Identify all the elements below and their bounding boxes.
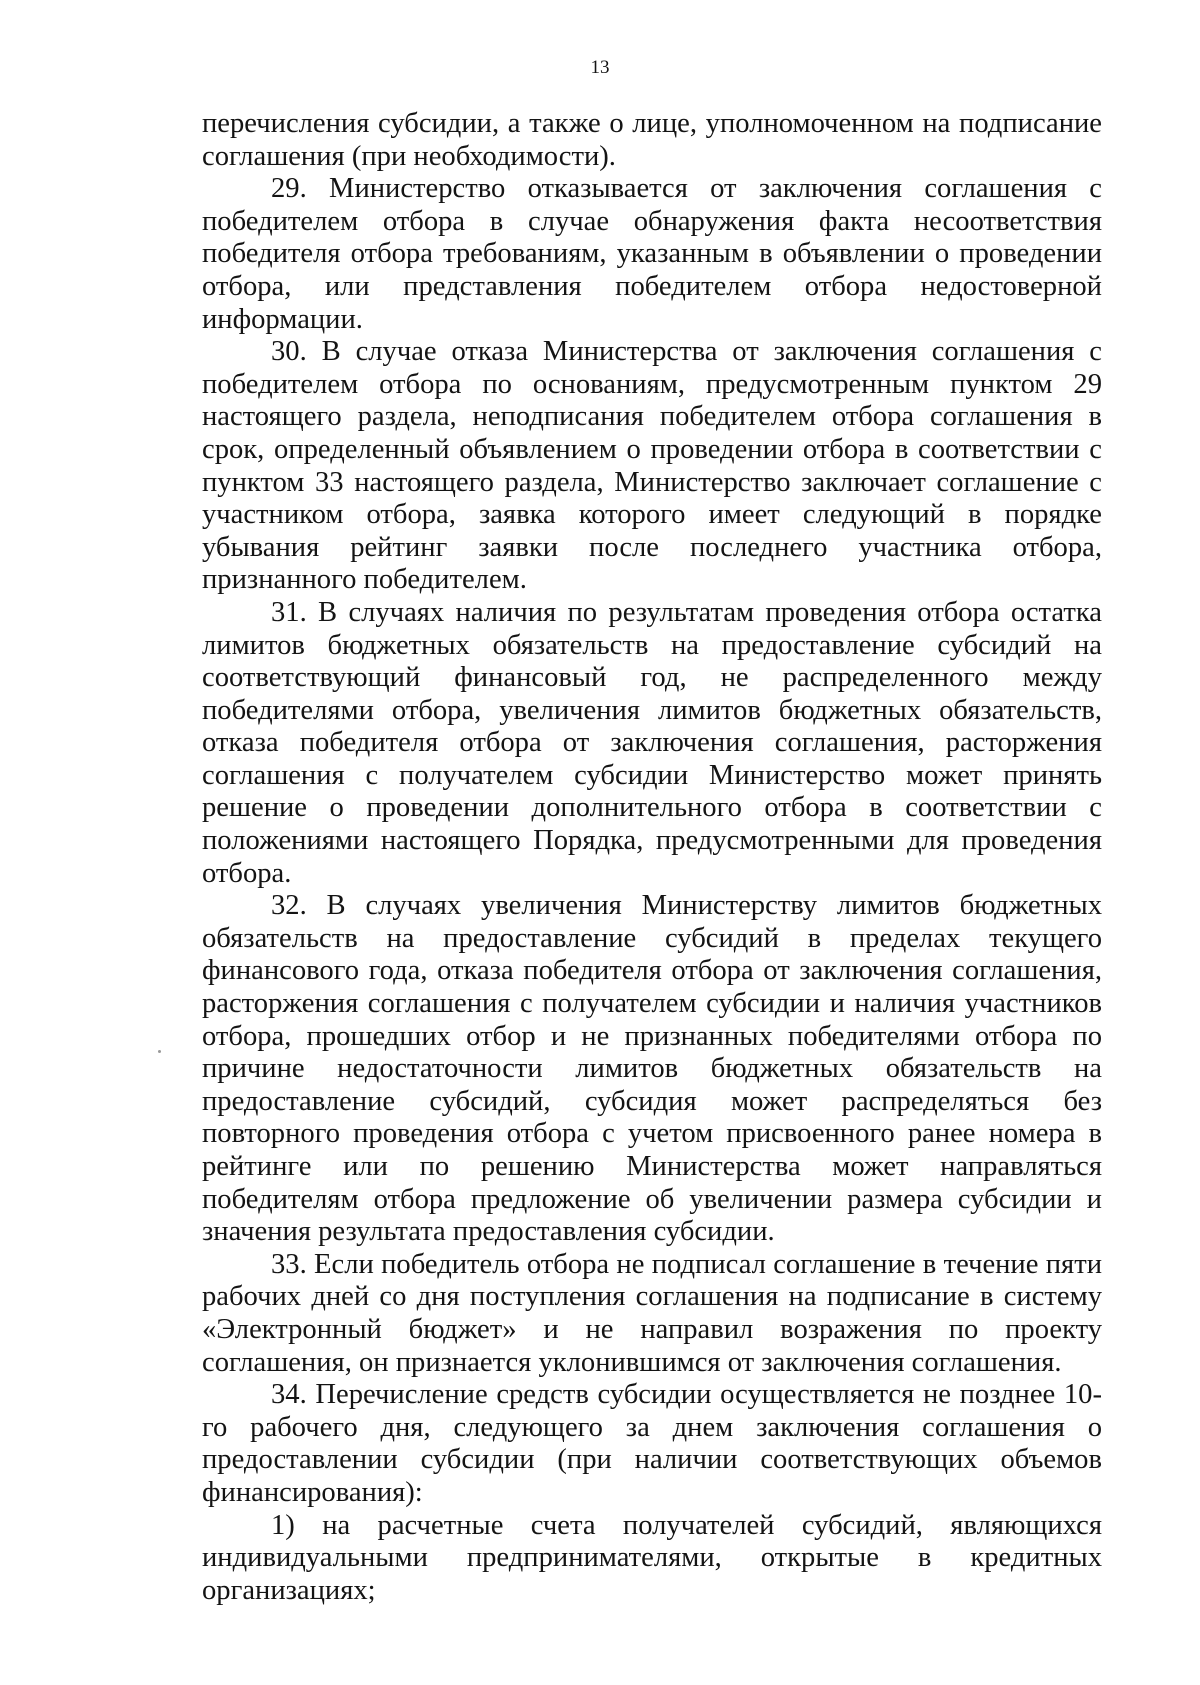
paragraph-continuation: перечисления субсидии, а также о лице, уполномоченном на подписание соглашения (при необходимости). (202, 108, 1102, 172)
paragraph-item-29: 29. Министерство отказывается от заключения соглашения с победителем отбора в случае обнаружения факта несоответствия победителя отбора требованиям, указанным в объявлении о проведении отбора, или представления победителем отбора недостоверной информации. (202, 173, 1102, 335)
paragraph-item-32: 32. В случаях увеличения Министерству лимитов бюджетных обязательств на предоставление субсидий в пределах текущего финансового года, отказа победителя отбора от заключения соглашения, расторжения соглашения с получателем субсидии и наличия участников отбора, прошедших отбор и не признанных победителями отбора по причине недостаточности лимитов бюджетных обязательств на предоставление субсидий, субсидия может распределяться без повторного проведения отбора с учетом присвоенного ранее номера в рейтинге или по решению Министерства может направляться победителям отбора предложение об увеличении размера субсидии и значения результата предоставления субсидии. (202, 890, 1102, 1248)
paragraph-subitem-1: 1) на расчетные счета получателей субсидий, являющихся индивидуальными предпринимателями, открытые в кредитных организациях; (202, 1509, 1102, 1606)
document-body (202, 108, 1102, 1607)
paragraph-item-33: 33. Если победитель отбора не подписал соглашение в течение пяти рабочих дней со дня поступления соглашения на подписание в систему «Электронный бюджет» и не направил возражения по проекту соглашения, он признается уклонившимся от заключения соглашения. (202, 1248, 1102, 1378)
paragraph-item-30: 30. В случае отказа Министерства от заключения соглашения с победителем отбора по основаниям, предусмотренным пунктом 29 настоящего раздела, неподписания победителем отбора соглашения в срок, определенный объявлением о проведении отбора в соответствии с пунктом 33 настоящего раздела, Министерство заключает соглашение с участником отбора, заявка которого имеет следующий в порядке убывания рейтинг заявки после последнего участника отбора, признанного победителем. (202, 336, 1102, 596)
paragraph-item-34: 34. Перечисление средств субсидии осуществляется не позднее 10-го рабочего дня, следующего за днем заключения соглашения о предоставлении субсидии (при наличии соответствующих объемов финансирования): (202, 1379, 1102, 1508)
page-number: 13 (590, 57, 610, 78)
paragraph-item-31: 31. В случаях наличия по результатам проведения отбора остатка лимитов бюджетных обязательств на предоставление субсидий на соответствующий финансовый год, не распределенного между победителями отбора, увеличения лимитов бюджетных обязательств, отказа победителя отбора от заключения соглашения, расторжения соглашения с получателем субсидии Министерство может принять решение о проведении дополнительного отбора в соответствии с положениями настоящего Порядка, предусмотренными для проведения отбора. (202, 596, 1102, 889)
scan-speck (158, 1050, 161, 1053)
